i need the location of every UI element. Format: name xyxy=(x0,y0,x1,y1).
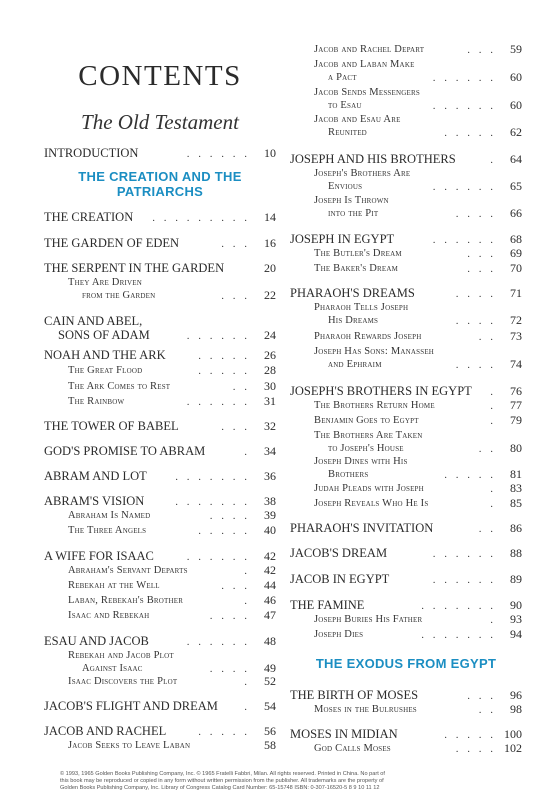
leader-dots: . . . . . . xyxy=(432,574,496,586)
entry-title: MOSES IN MIDIAN xyxy=(290,727,398,741)
page-number: 42 xyxy=(264,549,276,563)
entry-title: JACOB'S FLIGHT AND DREAM xyxy=(44,699,218,713)
section-heading-line: THE CREATION AND THE xyxy=(78,169,242,184)
toc-entry[interactable] xyxy=(314,628,522,641)
entry-title-continued: His Dreams xyxy=(328,315,379,326)
leader-dots: . . . . . . xyxy=(432,181,496,193)
entry-title: Joseph Dines with His xyxy=(314,456,408,467)
toc-entry[interactable] xyxy=(314,345,522,371)
toc-entry[interactable] xyxy=(314,113,522,139)
toc-entry[interactable] xyxy=(68,395,276,408)
page-number: 47 xyxy=(264,608,276,622)
toc-entry[interactable] xyxy=(68,609,276,622)
toc-entry[interactable] xyxy=(44,699,276,713)
page-number: 60 xyxy=(510,70,522,84)
section-heading-creation xyxy=(44,169,276,199)
page-number: 71 xyxy=(510,286,522,300)
toc-entry[interactable] xyxy=(290,727,522,741)
toc-entry[interactable] xyxy=(314,167,522,193)
leader-dots: . . . . xyxy=(209,663,250,675)
entry-title: God Calls Moses xyxy=(314,743,391,754)
entry-title: THE SERPENT IN THE GARDEN xyxy=(44,261,225,275)
page-subtitle: The Old Testament xyxy=(81,110,239,134)
entry-title: Jacob Seeks to Leave Laban xyxy=(68,740,191,751)
page-number: 31 xyxy=(264,394,276,408)
entry-title: NOAH AND THE ARK xyxy=(44,348,166,362)
page-number: 74 xyxy=(510,357,522,371)
leader-dots: . . . . . . xyxy=(432,100,496,112)
toc-entry[interactable] xyxy=(314,399,522,412)
leader-dots: . . . . . xyxy=(198,350,250,362)
entry-title: THE GARDEN OF EDEN xyxy=(44,236,180,250)
page-number: 56 xyxy=(264,724,276,738)
entry-title: The Ark Comes to Rest xyxy=(68,381,171,392)
entry-title-continued: to Esau xyxy=(328,100,362,111)
copyright-line: © 1993, 1965 Golden Books Publishing Company, Inc. © 1965 Fratelli Fabbri, Milan. All rights reserved. Printed in China. No part of xyxy=(60,771,385,777)
leader-dots: . . . . . . xyxy=(432,548,496,560)
entry-title: The Three Angels xyxy=(68,525,147,536)
section-heading-exodus: THE EXODUS FROM EGYPT xyxy=(315,656,497,671)
toc-entry[interactable] xyxy=(44,444,276,458)
entry-title-continued: and Ephraim xyxy=(328,359,382,370)
page-number: 66 xyxy=(510,206,522,220)
page-number: 83 xyxy=(510,481,522,495)
leader-dots: . . . . xyxy=(455,743,496,755)
entry-title: INTRODUCTION xyxy=(44,146,139,160)
leader-dots: . . . . . . . xyxy=(421,629,496,641)
page-number: 26 xyxy=(264,348,276,362)
leader-dots: . xyxy=(490,483,496,495)
entry-title: JACOB'S DREAM xyxy=(290,546,388,560)
toc-entry[interactable] xyxy=(314,58,522,84)
toc-entry[interactable] xyxy=(68,594,276,607)
entry-title: The Great Flood xyxy=(68,365,143,376)
entry-title: THE BIRTH OF MOSES xyxy=(290,688,419,702)
entry-title: Jacob and Rachel Depart xyxy=(314,44,425,55)
toc-entry-introduction[interactable] xyxy=(44,146,276,160)
entry-title: Joseph Dies xyxy=(314,629,364,640)
copyright-line: this book may be reproduced or copied in any form without written permission from the publisher. All trademarks are the property of xyxy=(60,778,384,784)
toc-entry[interactable] xyxy=(68,276,276,302)
toc-entry[interactable] xyxy=(290,546,522,560)
entry-title: Abraham Is Named xyxy=(68,510,151,521)
page-number: 58 xyxy=(264,738,276,752)
leader-dots: . . xyxy=(478,443,496,455)
toc-entry[interactable] xyxy=(290,521,522,535)
entry-title: PHARAOH'S INVITATION xyxy=(290,521,434,535)
page-number: 76 xyxy=(510,384,522,398)
toc-entry[interactable] xyxy=(68,380,276,393)
page-number: 20 xyxy=(264,261,276,275)
entry-title: JOSEPH AND HIS BROTHERS xyxy=(290,152,456,166)
entry-title: The Rainbow xyxy=(68,396,125,407)
toc-entry[interactable] xyxy=(290,598,522,612)
toc-entry[interactable] xyxy=(290,688,522,702)
page-number: 86 xyxy=(510,521,522,535)
toc-entry[interactable] xyxy=(68,579,276,592)
page-number: 36 xyxy=(264,469,276,483)
toc-entry[interactable] xyxy=(44,348,276,362)
leader-dots: . . . . . . xyxy=(186,396,250,408)
copyright-line: Golden Books Publishing Company, Inc. Library of Congress Catalog Card Number: 65-15748 ISBN: 0-307-16520-5 8 9 10 11 12 xyxy=(60,785,380,791)
page-number: 39 xyxy=(264,508,276,522)
toc-entry[interactable] xyxy=(314,742,522,755)
leader-dots: . . . xyxy=(221,290,250,302)
toc-entry[interactable] xyxy=(68,509,276,522)
toc-entry[interactable] xyxy=(44,724,276,738)
entry-title-continued: Envious xyxy=(328,181,363,192)
leader-dots: . . . . . . . . . xyxy=(152,212,250,224)
leader-dots: . . . . . xyxy=(444,469,496,481)
toc-entry[interactable] xyxy=(44,210,276,224)
entry-title: The Brothers Return Home xyxy=(314,400,435,411)
page-number: 46 xyxy=(264,593,276,607)
toc-entry[interactable] xyxy=(314,455,522,481)
entry-title: THE FAMINE xyxy=(290,598,365,612)
toc-entry[interactable] xyxy=(314,301,522,327)
leader-dots: . . . . xyxy=(209,610,250,622)
leader-dots: . . . . . xyxy=(198,726,250,738)
page-number: 10 xyxy=(264,146,276,160)
page-number: 48 xyxy=(264,634,276,648)
entry-title-continued: Against Isaac xyxy=(82,663,143,674)
entry-title: GOD'S PROMISE TO ABRAM xyxy=(44,444,206,458)
entry-title-continued: into the Pit xyxy=(328,208,379,219)
leader-dots: . . . . . . . xyxy=(175,471,250,483)
entry-title: JACOB AND RACHEL xyxy=(44,724,167,738)
entry-title: Pharaoh Rewards Joseph xyxy=(314,331,422,342)
page-number: 90 xyxy=(510,598,522,612)
entry-title: Benjamin Goes to Egypt xyxy=(314,415,419,426)
page-number: 52 xyxy=(264,674,276,688)
leader-dots: . . . . . . xyxy=(186,330,250,342)
entry-title: THE CREATION xyxy=(44,210,134,224)
entry-title: Rebekah at the Well xyxy=(68,580,160,591)
entry-title: JACOB IN EGYPT xyxy=(290,572,390,586)
leader-dots: . xyxy=(490,400,496,412)
page-title: CONTENTS xyxy=(78,60,242,92)
leader-dots: . . . . . xyxy=(444,729,496,741)
toc-entry[interactable] xyxy=(68,649,276,675)
toc-entry[interactable] xyxy=(68,364,276,377)
page-number: 34 xyxy=(264,444,276,458)
entry-title: A WIFE FOR ISAAC xyxy=(44,549,154,563)
page-number: 49 xyxy=(264,661,276,675)
leader-dots: . . . . . xyxy=(444,127,496,139)
page-number: 100 xyxy=(504,727,522,741)
page-number: 24 xyxy=(264,328,276,342)
toc-entry[interactable] xyxy=(68,564,276,577)
page-number: 22 xyxy=(264,288,276,302)
toc-entry[interactable] xyxy=(44,494,276,508)
page-number: 60 xyxy=(510,98,522,112)
entry-title: Jacob Sends Messengers xyxy=(314,87,420,98)
entry-title: ABRAM'S VISION xyxy=(44,494,145,508)
page-number: 69 xyxy=(510,246,522,260)
entry-title-continued: a Pact xyxy=(328,72,357,83)
leader-dots: . xyxy=(244,565,250,577)
leader-dots: . . . . xyxy=(455,359,496,371)
toc-entry[interactable] xyxy=(290,384,522,398)
toc-entry[interactable] xyxy=(314,497,522,510)
page-number: 28 xyxy=(264,363,276,377)
entry-title: Joseph Has Sons: Manasseh xyxy=(314,346,435,357)
toc-entry[interactable] xyxy=(290,286,522,300)
leader-dots: . xyxy=(244,676,250,688)
toc-entry[interactable] xyxy=(314,247,522,260)
entry-title: Moses in the Bulrushes xyxy=(314,704,417,715)
leader-dots: . . . xyxy=(467,44,496,56)
leader-dots: . . . . . . xyxy=(186,148,250,160)
leader-dots: . xyxy=(490,386,496,398)
entry-title: Joseph's Brothers Are xyxy=(314,168,411,179)
page-number: 94 xyxy=(510,627,522,641)
toc-entry[interactable] xyxy=(290,152,522,166)
page-number: 42 xyxy=(264,563,276,577)
toc-entry[interactable] xyxy=(44,236,276,250)
toc-entry[interactable] xyxy=(314,43,522,56)
entry-title-continued: from the Garden xyxy=(82,290,156,301)
page-number: 54 xyxy=(264,699,276,713)
page-number: 88 xyxy=(510,546,522,560)
leader-dots: . . . . xyxy=(209,510,250,522)
toc-entry[interactable] xyxy=(314,613,522,626)
entry-title: The Butler's Dream xyxy=(314,248,402,259)
entry-title: Joseph Reveals Who He Is xyxy=(314,498,429,509)
toc-entry[interactable] xyxy=(314,194,522,220)
page-number: 73 xyxy=(510,329,522,343)
section-heading-line: PATRIARCHS xyxy=(116,184,204,199)
page-number: 77 xyxy=(510,398,522,412)
leader-dots: . . xyxy=(478,704,496,716)
page-number: 89 xyxy=(510,572,522,586)
page-number: 81 xyxy=(510,467,522,481)
leader-dots: . . xyxy=(232,381,250,393)
toc-entry[interactable] xyxy=(44,314,276,342)
leader-dots: . xyxy=(244,595,250,607)
page-number: 44 xyxy=(264,578,276,592)
entry-title: Judah Pleads with Joseph xyxy=(314,483,424,494)
entry-title: Laban, Rebekah's Brother xyxy=(68,595,184,606)
entry-title-continued: Reunited xyxy=(328,127,367,138)
page-number: 32 xyxy=(264,419,276,433)
entry-title: JOSEPH'S BROTHERS IN EGYPT xyxy=(290,384,472,398)
entry-title: JOSEPH IN EGYPT xyxy=(290,232,395,246)
leader-dots: . . . . . . xyxy=(186,551,250,563)
toc-entry[interactable] xyxy=(314,414,522,427)
entry-title: Isaac Discovers the Plot xyxy=(68,676,178,687)
leader-dots: . . . . . xyxy=(198,525,250,537)
page-number: 79 xyxy=(510,413,522,427)
entry-title-continued: Brothers xyxy=(328,469,369,480)
page-number: 59 xyxy=(510,42,522,56)
entry-title: Abraham's Servant Departs xyxy=(68,565,188,576)
leader-dots: . . xyxy=(478,523,496,535)
entry-title: THE TOWER OF BABEL xyxy=(44,419,179,433)
entry-title: Pharaoh Tells Joseph xyxy=(314,302,409,313)
page-number: 98 xyxy=(510,702,522,716)
leader-dots: . xyxy=(490,415,496,427)
toc-entry[interactable] xyxy=(314,703,522,716)
page-number: 14 xyxy=(264,210,276,224)
leader-dots: . . . xyxy=(221,238,250,250)
leader-dots: . . . . xyxy=(455,208,496,220)
toc-entry[interactable] xyxy=(290,232,522,246)
entry-title: Jacob and Esau Are xyxy=(314,114,401,125)
entry-title: They Are Driven xyxy=(68,277,142,288)
toc-entry[interactable] xyxy=(314,482,522,495)
leader-dots: . . . xyxy=(467,690,496,702)
page-number: 16 xyxy=(264,236,276,250)
leader-dots: . . . . . . xyxy=(432,72,496,84)
toc-entry[interactable] xyxy=(44,634,276,648)
toc-entry[interactable] xyxy=(44,261,276,275)
leader-dots: . . . . . . . xyxy=(175,496,250,508)
entry-title: Joseph Is Thrown xyxy=(314,195,389,206)
leader-dots: . xyxy=(490,614,496,626)
leader-dots: . . . . . . xyxy=(432,234,496,246)
toc-entry[interactable] xyxy=(44,419,276,433)
page-number: 64 xyxy=(510,152,522,166)
toc-entry[interactable] xyxy=(44,469,276,483)
entry-title: PHARAOH'S DREAMS xyxy=(290,286,415,300)
toc-entry[interactable] xyxy=(314,262,522,275)
page-number: 40 xyxy=(264,523,276,537)
leader-dots: . xyxy=(244,701,250,713)
toc-entry[interactable] xyxy=(68,675,276,688)
page-number: 85 xyxy=(510,496,522,510)
toc-entry[interactable] xyxy=(314,86,522,112)
page-number: 30 xyxy=(264,379,276,393)
leader-dots: . . xyxy=(478,331,496,343)
page-number: 72 xyxy=(510,313,522,327)
leader-dots: . . . . . xyxy=(198,365,250,377)
toc-entry[interactable] xyxy=(68,524,276,537)
leader-dots: . . . xyxy=(221,580,250,592)
toc-entry[interactable] xyxy=(314,330,522,343)
toc-entry[interactable] xyxy=(290,572,522,586)
page-number: 93 xyxy=(510,612,522,626)
leader-dots: . . . xyxy=(467,248,496,260)
entry-title: Isaac and Rebekah xyxy=(68,610,150,621)
leader-dots: . . . . xyxy=(455,315,496,327)
toc-entry[interactable] xyxy=(314,429,522,455)
page-number: 102 xyxy=(504,741,522,755)
entry-title: The Brothers Are Taken xyxy=(314,430,423,441)
entry-title: The Baker's Dream xyxy=(314,263,399,274)
page-number: 96 xyxy=(510,688,522,702)
leader-dots: . . . . xyxy=(455,288,496,300)
entry-title: CAIN AND ABEL, xyxy=(44,314,143,328)
leader-dots: . xyxy=(490,154,496,166)
leader-dots: . . . xyxy=(467,263,496,275)
copyright-footer xyxy=(60,771,530,792)
entry-title-continued: SONS OF ADAM xyxy=(58,328,150,342)
toc-entry[interactable] xyxy=(68,739,276,752)
leader-dots: . . . xyxy=(221,421,250,433)
page-number: 65 xyxy=(510,179,522,193)
toc-entry[interactable] xyxy=(44,549,276,563)
page-number: 80 xyxy=(510,441,522,455)
leader-dots: . . . . . . xyxy=(186,636,250,648)
leader-dots: . xyxy=(490,498,496,510)
leader-dots: . xyxy=(244,446,250,458)
page-number: 62 xyxy=(510,125,522,139)
leader-dots: . . . . . . . xyxy=(421,600,496,612)
entry-title: ESAU AND JACOB xyxy=(44,634,149,648)
page-number: 68 xyxy=(510,232,522,246)
page-number: 38 xyxy=(264,494,276,508)
entry-title: ABRAM AND LOT xyxy=(44,469,147,483)
entry-title: Joseph Buries His Father xyxy=(314,614,423,625)
page-number: 70 xyxy=(510,261,522,275)
entry-title: Rebekah and Jacob Plot xyxy=(68,650,174,661)
entry-title-continued: to Joseph's House xyxy=(328,443,404,454)
entry-title: Jacob and Laban Make xyxy=(314,59,415,70)
